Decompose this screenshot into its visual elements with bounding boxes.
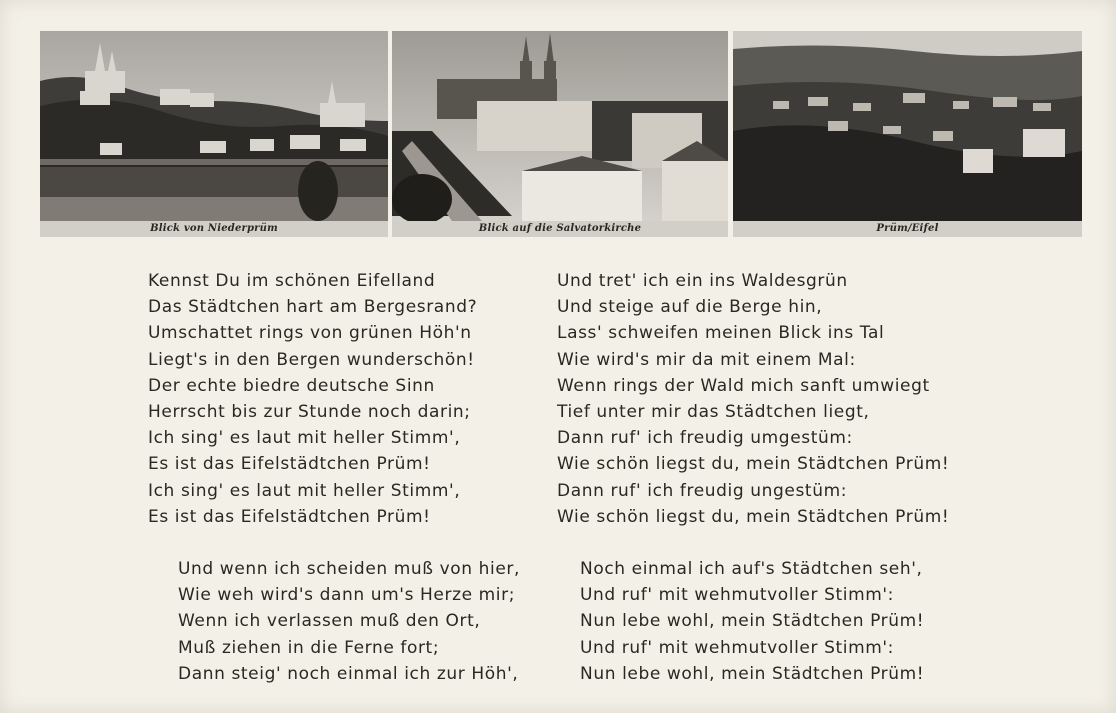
poem-line: Ich sing' es laut mit heller Stimm', (148, 428, 461, 449)
photo-caption-1: Blick von Niederprüm (40, 221, 388, 237)
poem-line: Umschattet rings von grünen Höh'n (148, 323, 472, 344)
poem-line: Tief unter mir das Städtchen liegt, (557, 401, 870, 422)
poem-line: Wenn rings der Wald mich sanft umwiegt (557, 375, 930, 396)
poem-line: Nun lebe wohl, mein Städtchen Prüm! (580, 663, 925, 684)
poem-stanza1-left (148, 268, 477, 530)
poem-line: Wenn ich verlassen muß den Ort, (178, 611, 481, 632)
poem-stanza2-right (580, 556, 924, 687)
poem-line: Muß ziehen in die Ferne fort; (178, 637, 440, 658)
poem-line: Und ruf' mit wehmutvoller Stimm': (580, 585, 894, 606)
poem-line: Das Städtchen hart am Bergesrand? (148, 297, 478, 318)
poem-line: Es ist das Eifelstädtchen Prüm! (148, 506, 431, 527)
photo-caption-3: Prüm/Eifel (733, 221, 1082, 237)
poem-stanza1-right (557, 268, 949, 530)
poem-line: Ich sing' es laut mit heller Stimm', (148, 480, 461, 501)
poem-line: Kennst Du im schönen Eifelland (148, 271, 436, 291)
poem-line: Dann ruf' ich freudig ungestüm: (557, 480, 848, 501)
photo-pruem-eifel (733, 31, 1082, 221)
poem-line: Nun lebe wohl, mein Städtchen Prüm! (580, 611, 925, 632)
poem-line: Wie schön liegst du, mein Städtchen Prüm! (557, 454, 950, 475)
poem-line: Noch einmal ich auf's Städtchen seh', (580, 559, 923, 579)
poem-line: Der echte biedre deutsche Sinn (148, 375, 435, 396)
poem-line: Dann steig' noch einmal ich zur Höh', (178, 663, 519, 684)
poem-line: Und wenn ich scheiden muß von hier, (178, 559, 520, 579)
poem-line: Lass' schweifen meinen Blick ins Tal (557, 323, 885, 344)
poem-line: Herrscht bis zur Stunde noch darin; (148, 401, 471, 422)
poem-line: Und ruf' mit wehmutvoller Stimm': (580, 637, 894, 658)
poem-line: Liegt's in den Bergen wunderschön! (148, 349, 475, 370)
poem-line: Und tret' ich ein ins Waldesgrün (557, 271, 848, 291)
poem-line: Wie weh wird's dann um's Herze mir; (178, 585, 516, 606)
poem-line: Wie schön liegst du, mein Städtchen Prüm! (557, 506, 950, 527)
poem-line: Es ist das Eifelstädtchen Prüm! (148, 454, 431, 475)
photo-niederpruem (40, 31, 388, 221)
poem-stanza2-left (178, 556, 520, 687)
poem-line: Dann ruf' ich freudig umgestüm: (557, 428, 853, 449)
poem-line: Wie wird's mir da mit einem Mal: (557, 349, 856, 370)
photo-caption-2: Blick auf die Salvatorkirche (392, 221, 728, 237)
poem-line: Und steige auf die Berge hin, (557, 297, 823, 318)
photo-salvatorkirche (392, 31, 728, 221)
